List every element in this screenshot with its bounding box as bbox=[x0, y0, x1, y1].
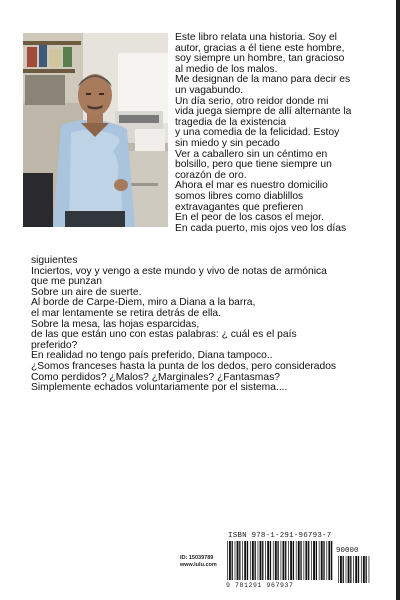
lulu-id: ID: 15039789 bbox=[180, 555, 214, 561]
cover-edge bbox=[396, 0, 400, 600]
price-code: 90000 bbox=[336, 547, 359, 555]
price-barcode bbox=[337, 556, 370, 583]
isbn-label: ISBN 978-1-291-96793-7 bbox=[228, 532, 332, 540]
publisher-info bbox=[180, 555, 217, 569]
author-photo bbox=[23, 33, 168, 227]
barcode-digits: 9 781291 967937 bbox=[226, 582, 294, 589]
back-cover-text-bottom: siguientes Inciertos, voy y vengo a este mundo y vivo de notas de armónica que me punzan Sobre un aire de suerte. Al borde de Carpe-Diem, miro a Diana a la barra, el mar lentamente se retira detrás de ella. Sobre la mesa, las hojas esparcidas, de las que están uno con estas palabras: ¿ cuál es el país preferido? En realidad no tengo país preferido, Diana tampoco.. ¿Somos franceses hasta la punta de los dedos, pero considerados Como perdidos? ¿Malos? ¿Marginales? ¿Fantasmas? Simplemente echados voluntariamente por el sistema.... bbox=[31, 255, 337, 394]
lulu-site: www.lulu.com bbox=[180, 562, 217, 568]
isbn-barcode bbox=[226, 541, 334, 580]
back-cover-text-top: Este libro relata una historia. Soy el autor, gracias a él tiene este hombre, soy siempre un hombre, tan gracioso al medio de los malos. Me designan de la mano para decir es un vagabundo. Un día serio, otro reidor donde mi vida juega siempre de allí alternante la tragedia de la existencia y una comedia de la felicidad. Estoy sin miedo y sin pecado Ver a caballero sin un céntimo en bolsillo, pero que tiene siempre un corazón de oro. Ahora el mar es nuestro domicilio somos libres como diablillos extravagantes que prefieren En el peor de los casos el mejor. En cada puerto, mis ojos veo los días bbox=[175, 32, 352, 234]
